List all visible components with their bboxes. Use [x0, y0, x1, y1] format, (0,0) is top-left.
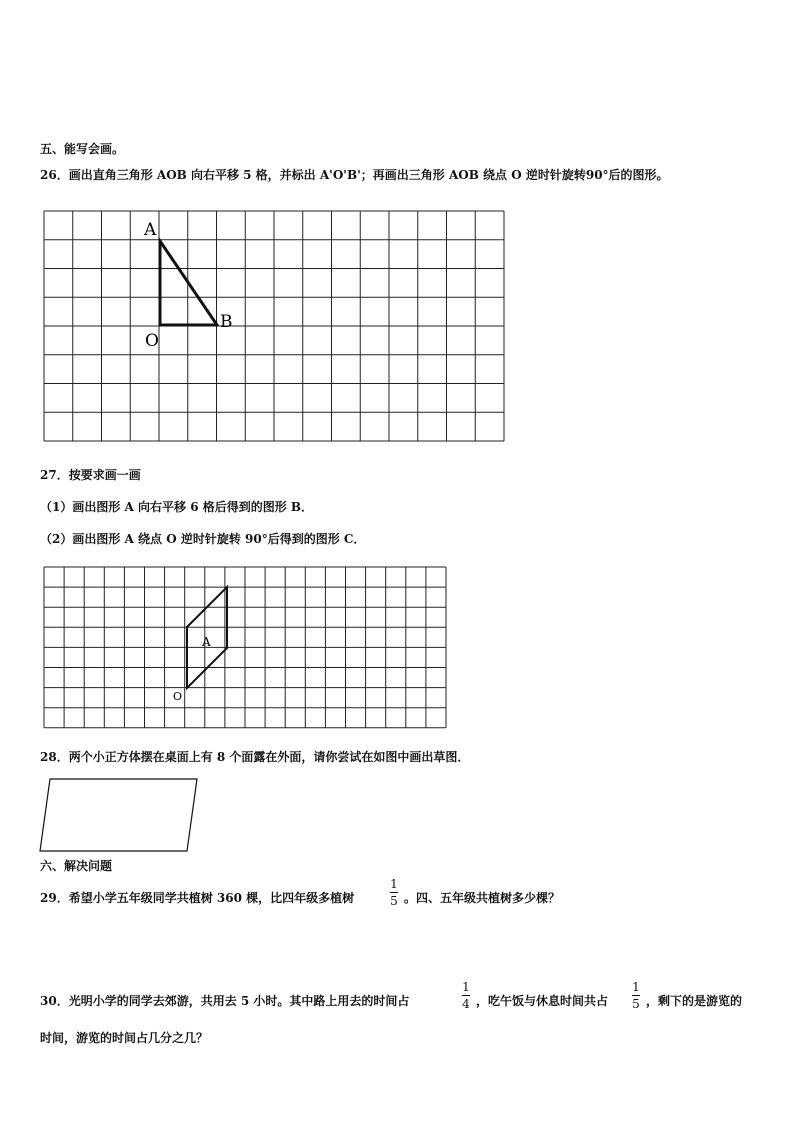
question-29-text-before: 29．希望小学五年级同学共植树 360 棵，比四年级多植树 — [40, 891, 355, 905]
question-26-text: 26．画出直角三角形 AOB 向右平移 5 格，并标出 A'O'B'；再画出三角形 AOB 绕点 O 逆时针旋转90°后的图形。 — [40, 168, 669, 182]
label-26-o: O — [145, 331, 159, 351]
grid-27 — [44, 567, 446, 728]
question-27-item-2: （2）画出图形 A 绕点 O 逆时针旋转 90°后得到的图形 C． — [40, 532, 366, 546]
question-30-fraction-1 — [462, 981, 470, 1010]
question-29-text-after: 。四、五年级共植树多少棵？ — [404, 891, 561, 905]
question-30-line-2: 时间，游览的时间占几分之几？ — [40, 1031, 209, 1045]
label-26-b: B — [220, 312, 233, 332]
fraction-denominator: 4 — [462, 997, 470, 1011]
question-28-text: 28．两个小正方体摆在桌面上有 8 个面露在外面，请你尝试在如图中画出草图． — [40, 750, 470, 764]
label-26-a: A — [144, 220, 157, 240]
fraction-denominator: 5 — [390, 894, 398, 908]
q28-parallelogram — [40, 779, 197, 851]
question-27-item-1: （1）画出图形 A 向右平移 6 格后得到的图形 B． — [40, 500, 314, 514]
question-29-fraction — [390, 878, 398, 907]
fraction-numerator: 1 — [632, 980, 640, 994]
triangle-aob — [160, 241, 217, 325]
fraction-numerator: 1 — [462, 980, 470, 994]
section-five-title: 五、能写会画。 — [40, 142, 125, 156]
label-27-o: O — [173, 690, 183, 703]
fraction-bar — [462, 995, 470, 996]
fraction-denominator: 5 — [632, 997, 640, 1011]
question-30-text-before: 30．光明小学的同学去郊游，共用去 5 小时。其中路上用去的时间占 — [40, 994, 410, 1008]
question-30-text-after: ，剩下的是游览的 — [646, 994, 743, 1008]
question-30-text-middle: ，吃午饭与休息时间共占 — [476, 994, 609, 1008]
question-27-title: 27．按要求画一画 — [40, 468, 141, 482]
label-27-a: A — [202, 635, 211, 649]
grid-26 — [44, 211, 504, 441]
fraction-numerator: 1 — [390, 877, 398, 891]
fraction-bar — [390, 892, 398, 893]
section-six-title: 六、解决问题 — [40, 859, 113, 873]
fraction-bar — [632, 995, 640, 996]
question-30-fraction-2 — [632, 981, 640, 1010]
